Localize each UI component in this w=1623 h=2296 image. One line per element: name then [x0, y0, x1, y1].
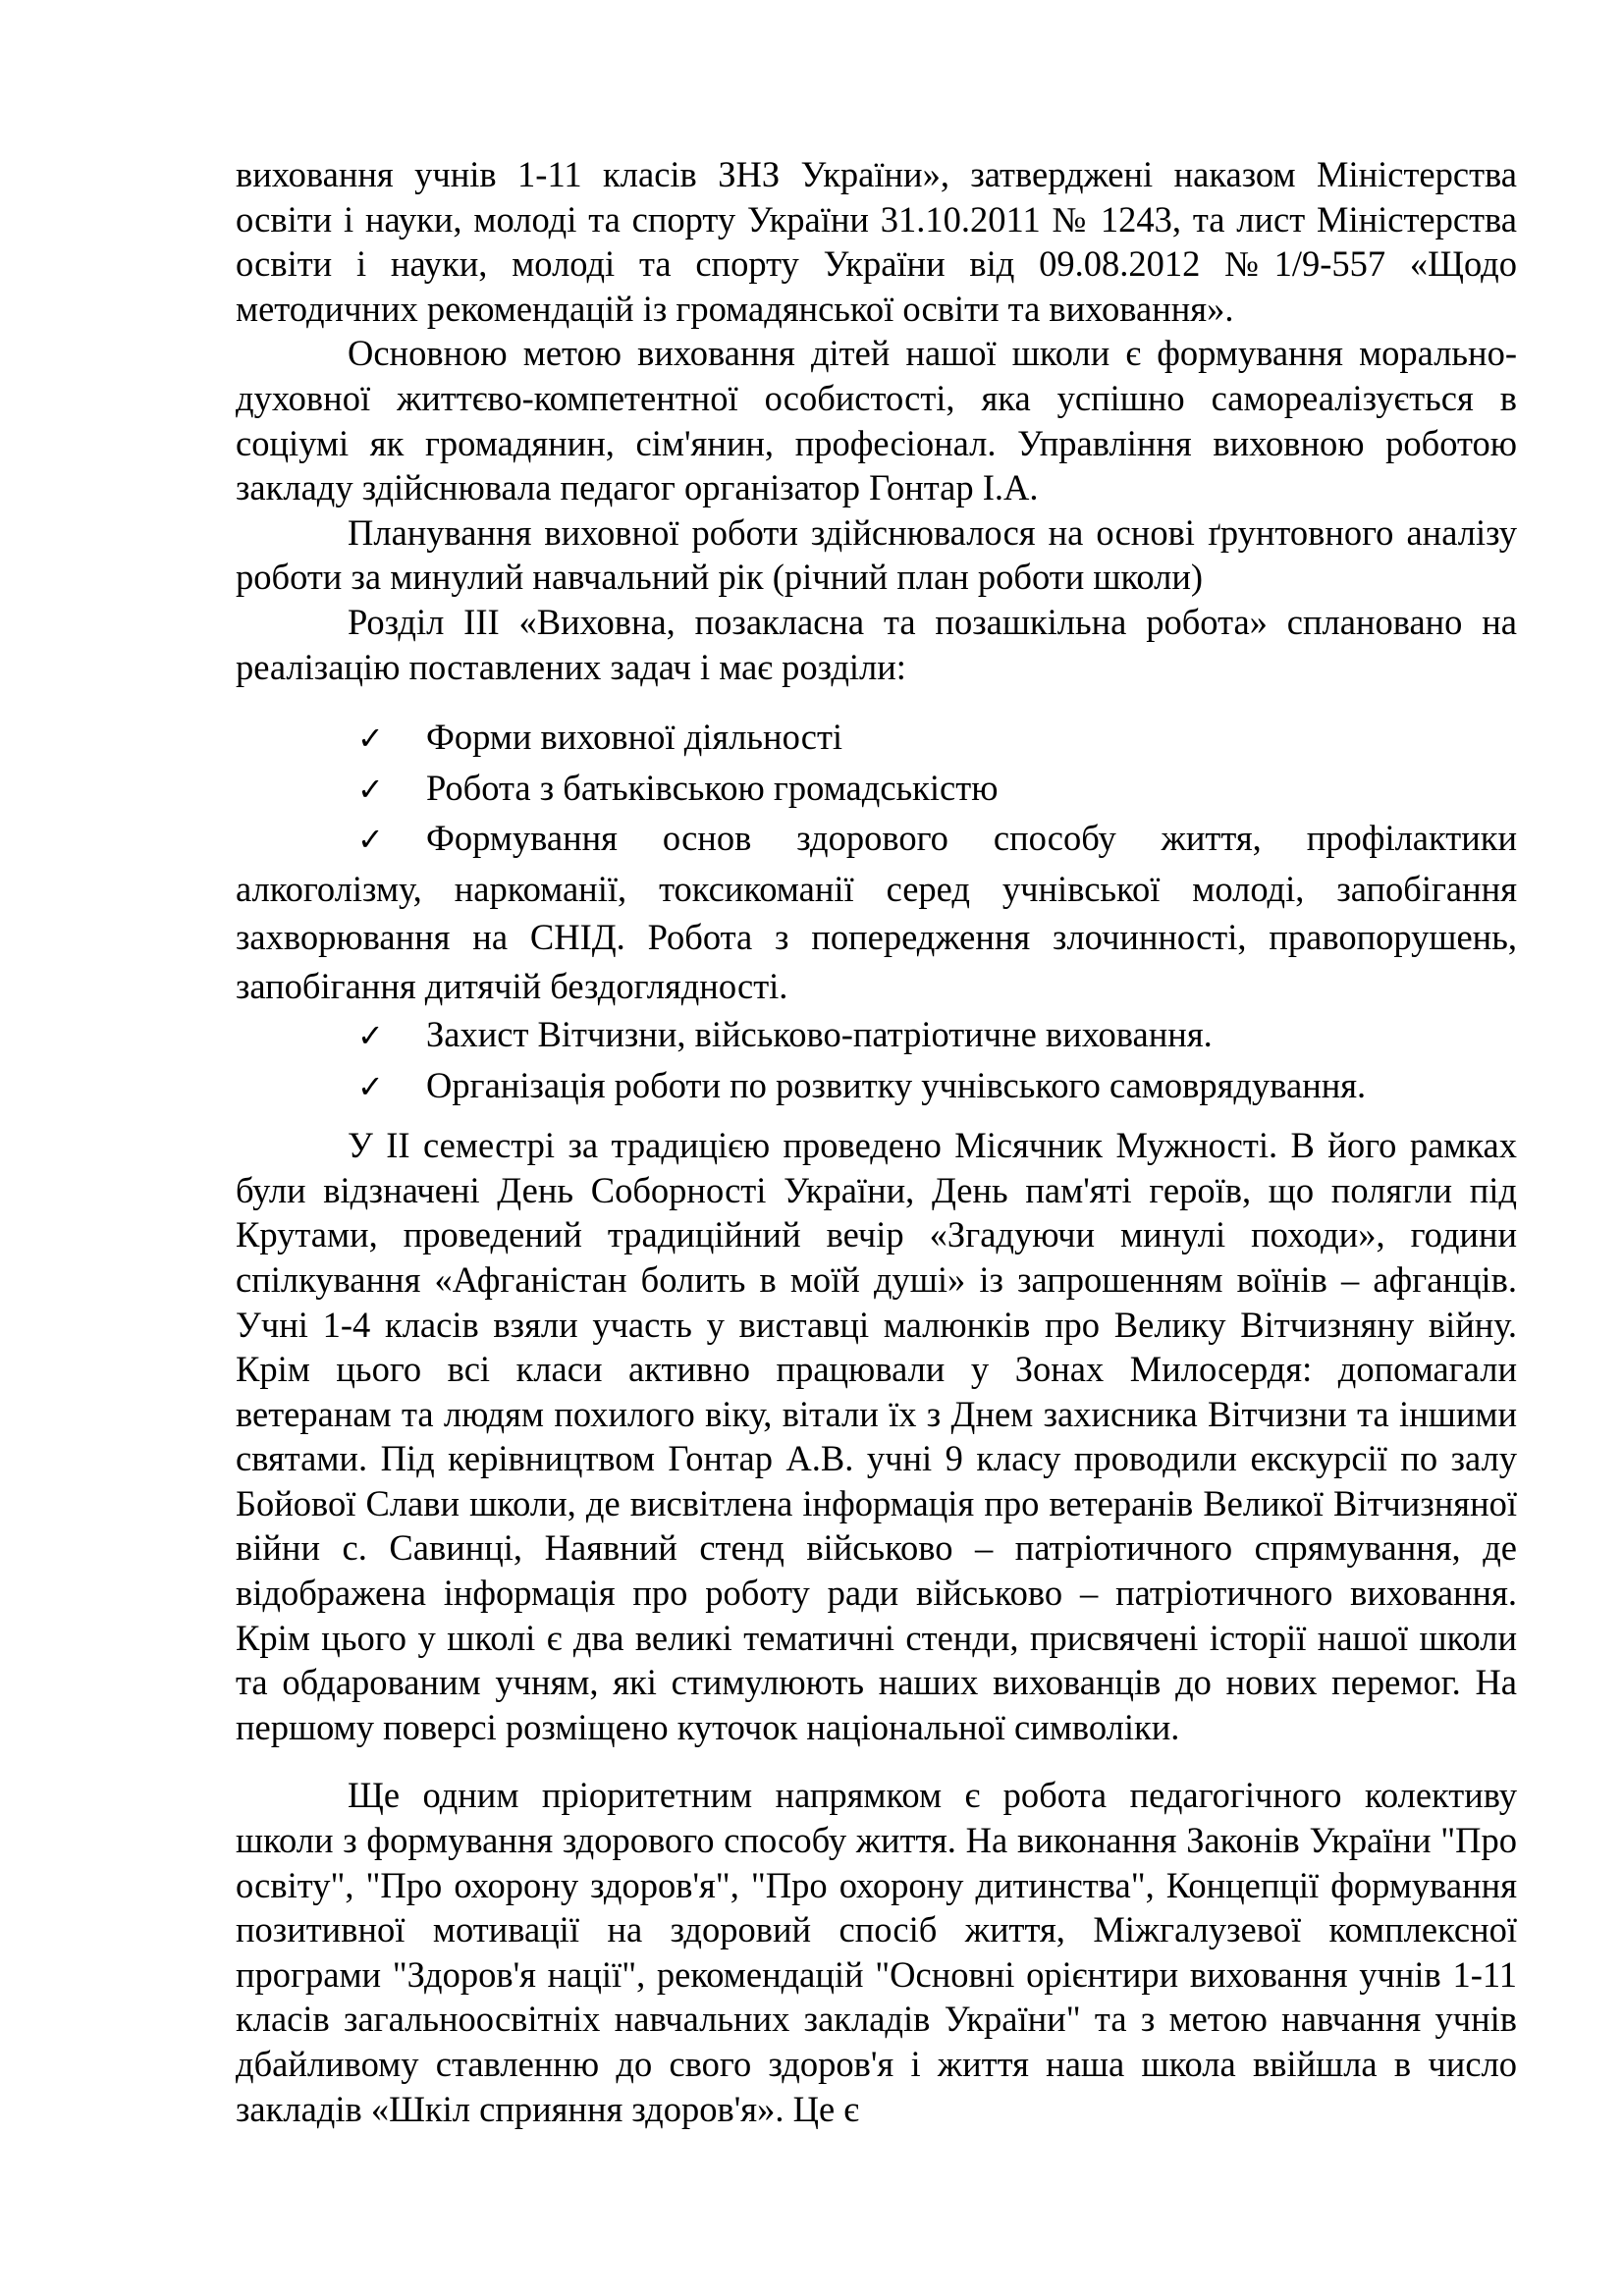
paragraph-section-three: Розділ ІІІ «Виховна, позакласна та позашкільна робота» сплановано на реалізацію поставлених задач і має розділи:: [236, 601, 1517, 687]
document-page: [236, 152, 1517, 2131]
list-item: [236, 1010, 1517, 1061]
paragraph-main-goal: Основною метою виховання дітей нашої школи є формування морально-духовної життєво-компетентної особистості, яка успішно самореалізується в соціумі як громадянин, сім'янин, професіонал. Управління виховною роботою закладу здійснювала педагог організатор Гонтар І.А.: [236, 333, 1517, 508]
checkmark-icon: ✓: [357, 770, 384, 808]
list-item-text: Форми виховної діяльності: [426, 717, 843, 758]
list-item: [236, 764, 1517, 815]
list-item: [236, 1061, 1517, 1112]
list-item-text: Формування основ здорового способу життя, профілактики алкоголізму, наркоманії, токсикоманії серед учнівської молоді, запобігання захворювання на СНІД. Робота з попередження злочинності, правопорушень, запобігання дитячій бездоглядності.: [236, 818, 1517, 1006]
checkmark-icon: ✓: [357, 1017, 384, 1055]
checklist: [236, 713, 1517, 1111]
list-item-text: Захист Вітчизни, військово-патріотичне виховання.: [426, 1014, 1213, 1055]
list-item: [236, 713, 1517, 764]
checkmark-icon: ✓: [357, 720, 384, 758]
list-item-text: Робота з батьківською громадськістю: [426, 767, 999, 808]
checkmark-icon: ✓: [357, 821, 384, 859]
paragraph-intro-continued: виховання учнів 1-11 класів ЗНЗ України», затверджені наказом Міністерства освіти і науки, молоді та спорту України 31.10.2011 № 1243, та лист Міністерства освіти і науки, молоді та спорту України від 09.08.2012 №1/9-557 «Щодо методичних рекомендацій із громадянської освіти та виховання».: [236, 154, 1517, 329]
paragraph-planning: Планування виховної роботи здійснювалося на основі ґрунтовного аналізу роботи за минулий навчальний рік (річний план роботи школи): [236, 511, 1517, 598]
list-item: [236, 814, 1517, 1010]
checkmark-icon: ✓: [357, 1067, 384, 1105]
list-item-text: Організація роботи по розвитку учнівського самоврядування.: [426, 1064, 1367, 1105]
paragraph-courage-month: У ІІ семестрі за традицією проведено Місячник Мужності. В його рамках були відзначені День Соборності України, День пам'яті героїв, що полягли під Крутами, проведений традиційний вечір «Згадуючи минулі походи», години спілкування «Афганістан болить в моїй душі» із запрошенням воїнів – афганців. Учні 1-4 класів взяли участь у виставці малюнків про Велику Вітчизняну війну. Крім цього всі класи активно працювали у Зонах Милосердя: допомагали ветеранам та людям похилого віку, вітали їх з Днем захисника Вітчизни та іншими святами. Під керівництвом Гонтар А.В. учні 9 класу проводили екскурсії по залу Бойової Слави школи, де висвітлена інформація про ветеранів Великої Вітчизняної війни с. Савинці, Наявний стенд військово – патріотичного спрямування, де відображена інформація про роботу ради військово – патріотичного виховання. Крім цього у школі є два великі тематичні стенди, присвячені історії нашої школи та обдарованим учням, які стимулюють наших вихованців до нових перемог. На першому поверсі розміщено куточок національної символіки.: [236, 1125, 1517, 1747]
paragraph-healthy-lifestyle: Ще одним пріоритетним напрямком є робота педагогічного колективу школи з формування здорового способу життя. На виконання Законів України "Про освіту", "Про охорону здоров'я", "Про охорону дитинства", Концепції формування позитивної мотивації на здоровий спосіб життя, Міжгалузевої комплексної програми "Здоров'я нації", рекомендацій "Основні орієнтири виховання учнів 1-11 класів загальноосвітніх навчальних закладів України" та з метою навчання учнів дбайливому ставленню до свого здоров'я і життя наша школа ввійшла в число закладів «Шкіл сприяння здоров'я». Це є: [236, 1775, 1517, 2129]
